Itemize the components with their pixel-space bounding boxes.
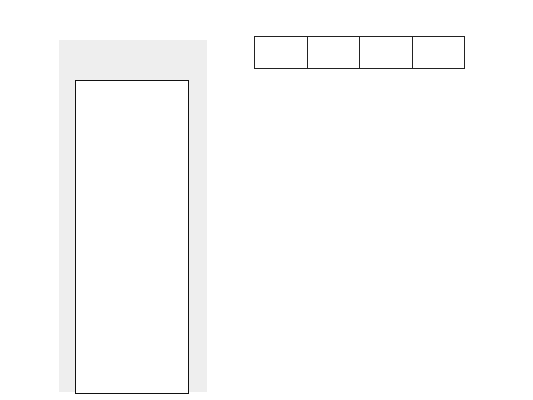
price-table bbox=[254, 36, 465, 69]
header-size bbox=[412, 37, 465, 69]
unit-grid bbox=[75, 80, 189, 394]
header-price bbox=[307, 37, 360, 69]
header-row bbox=[255, 37, 465, 69]
header-type bbox=[360, 37, 413, 69]
parking-row-top bbox=[79, 50, 181, 78]
header-unit bbox=[255, 37, 308, 69]
